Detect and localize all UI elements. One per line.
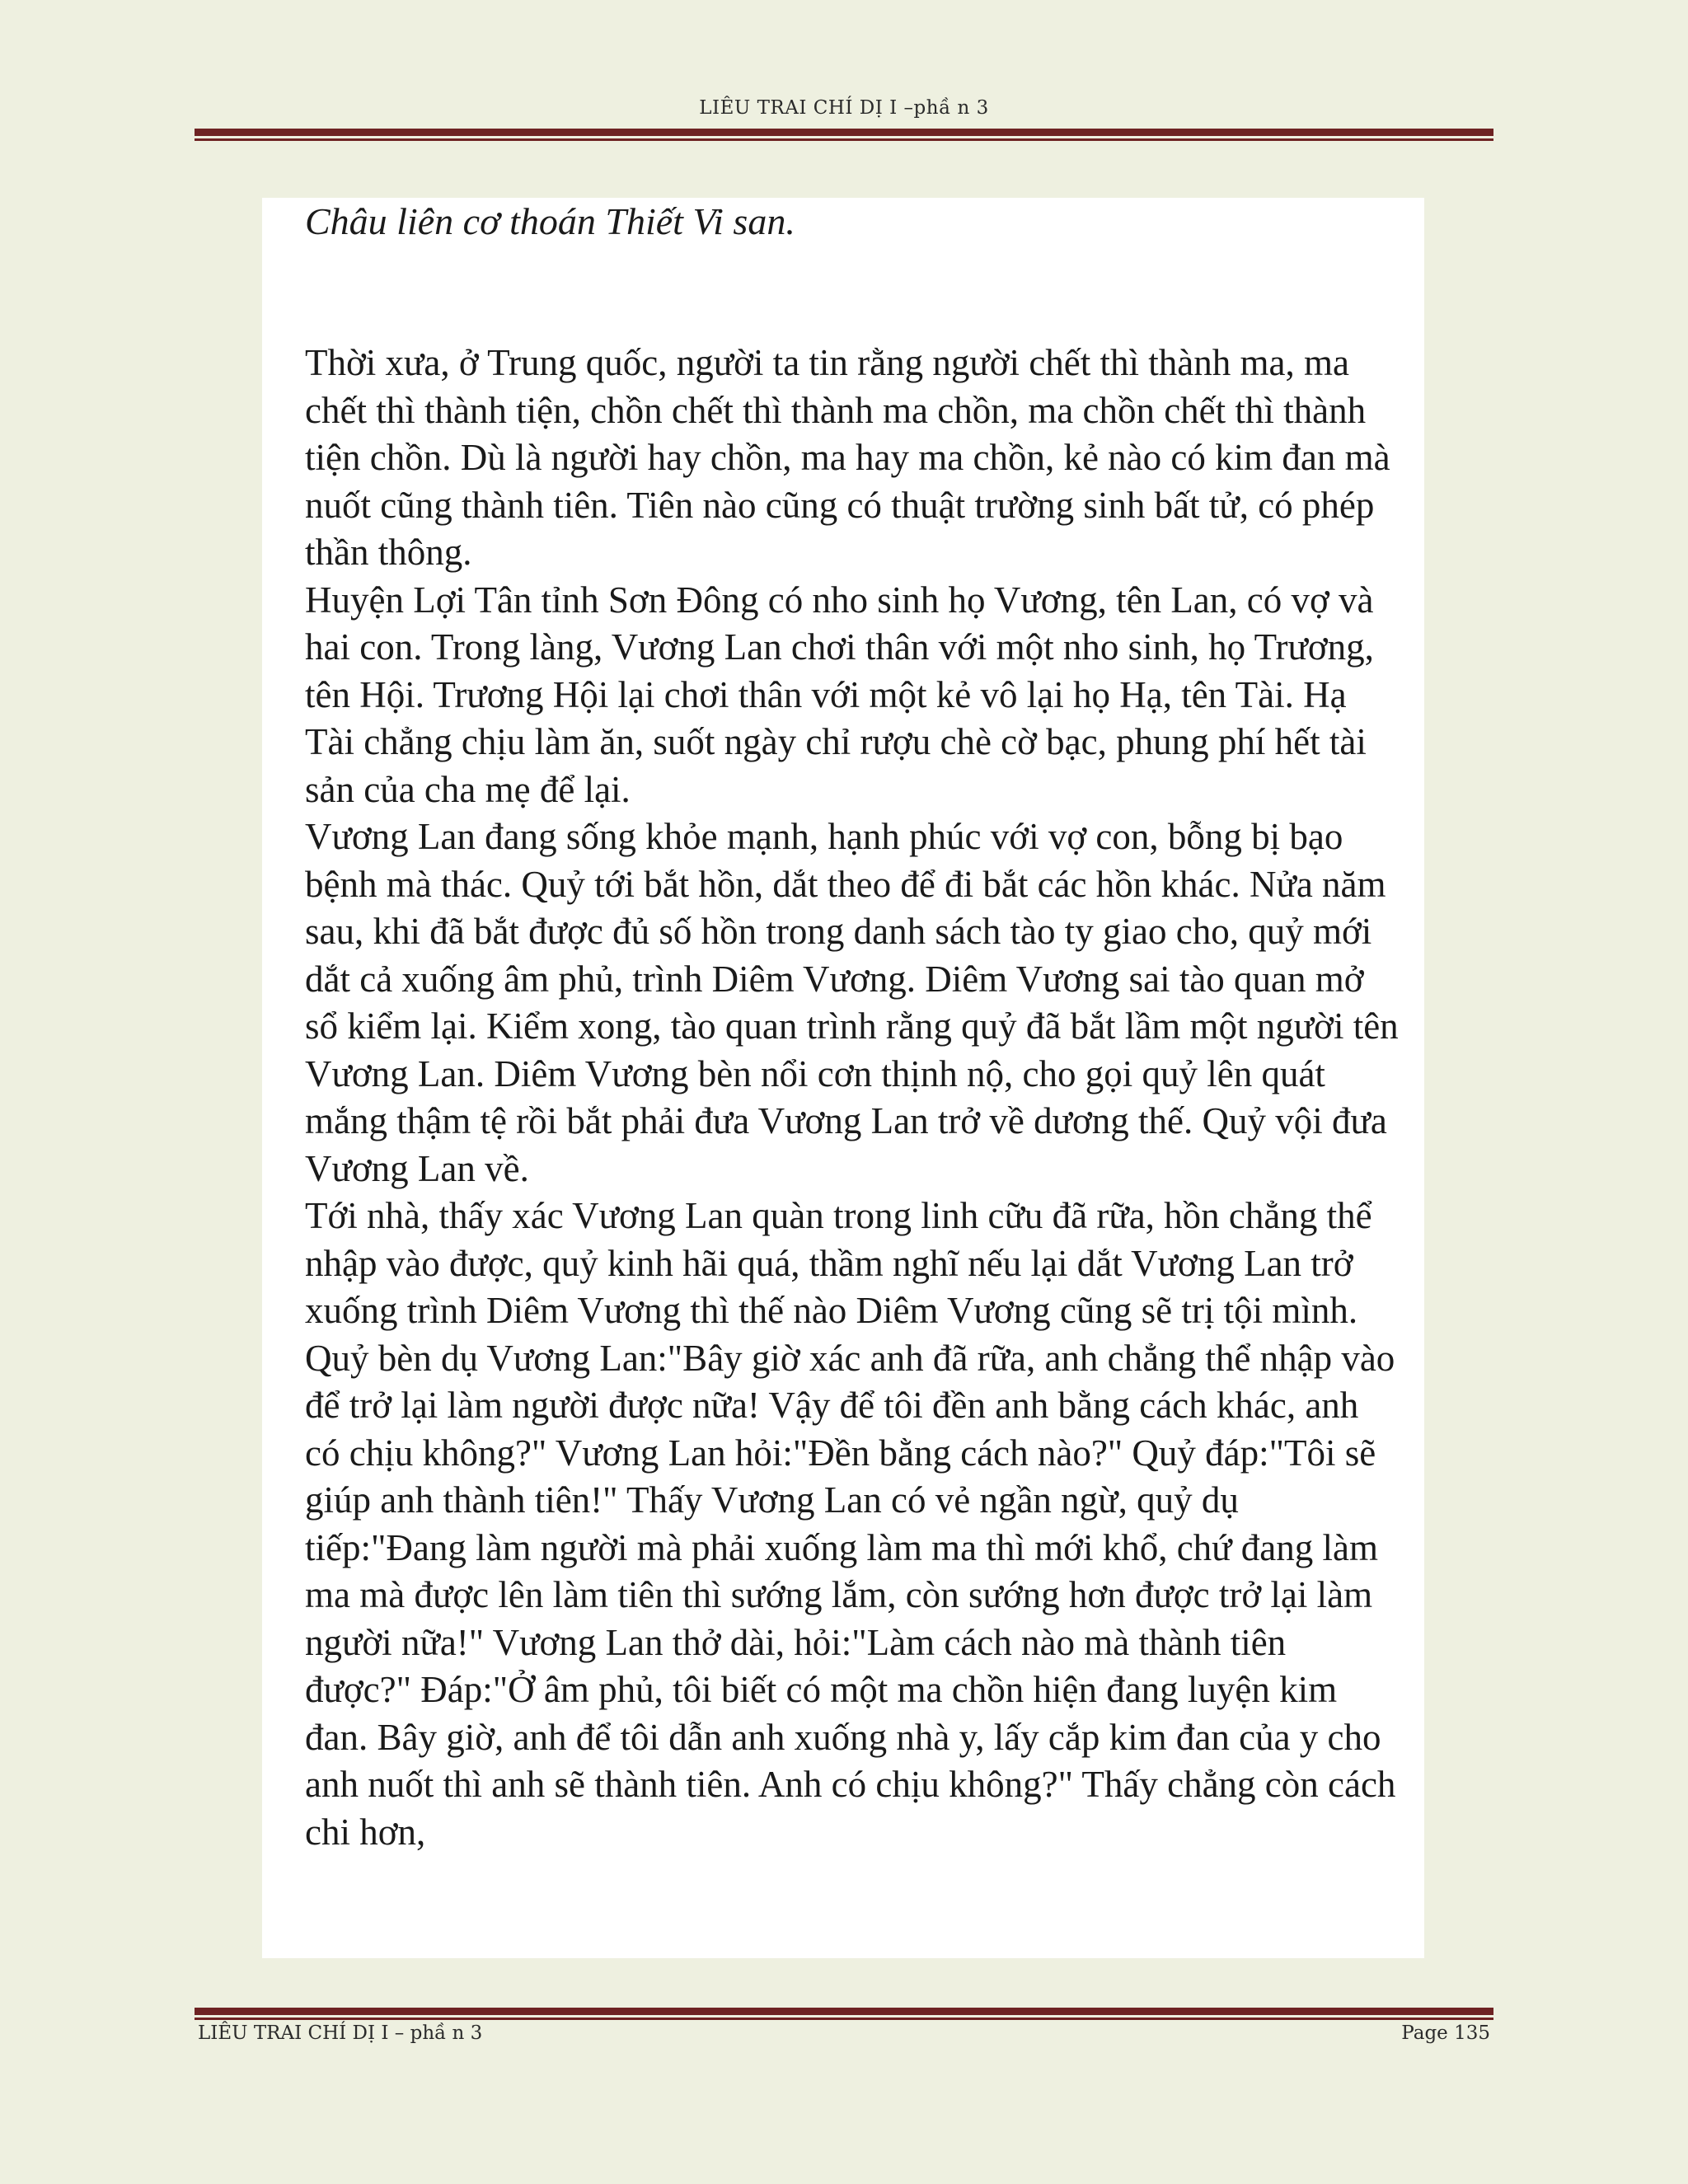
body-text	[305, 340, 1401, 1856]
page-content	[262, 198, 1424, 1958]
footer-rule	[195, 2008, 1493, 2020]
header-rule	[195, 129, 1493, 141]
running-header: LIÊU TRAI CHÍ DỊ I –phầ n 3	[699, 97, 989, 119]
paragraph: Tới nhà, thấy xác Vương Lan quàn trong linh cữu đã rữa, hồn chẳng thể nhập vào được, quỷ kinh hãi quá, thầm nghĩ nếu lại dắt Vương Lan trở xuống trình Diêm Vương thì thế nào Diêm Vương cũng sẽ trị tội mình. Quỷ bèn dụ Vương Lan:"Bây giờ xác anh đã rữa, anh chẳng thể nhập vào để trở lại làm người được nữa! Vậy để tôi đền anh bằng cách khác, anh có chịu không?" Vương Lan hỏi:"Đền bằng cách nào?" Quỷ đáp:"Tôi sẽ giúp anh thành tiên!" Thấy Vương Lan có vẻ ngần ngừ, quỷ dụ tiếp:"Đang làm người mà phải xuống làm ma thì mới khổ, chứ đang làm ma mà được lên làm tiên thì sướng lắm, còn sướng hơn được trở lại làm người nữa!" Vương Lan thở dài, hỏi:"Làm cách nào mà thành tiên được?" Đáp:"Ở âm phủ, tôi biết có một ma chồn hiện đang luyện kim đan. Bây giờ, anh để tôi dẫn anh xuống nhà y, lấy cắp kim đan của y cho anh nuốt thì anh sẽ thành tiên. Anh có chịu không?" Thấy chẳng còn cách chi hơn,	[305, 1195, 1396, 1853]
paragraph: Huyện Lợi Tân tỉnh Sơn Đông có nho sinh họ Vương, tên Lan, có vợ và hai con. Trong làng, Vương Lan chơi thân với một nho sinh, họ Trương, tên Hội. Trương Hội lại chơi thân với một kẻ vô lại họ Hạ, tên Tài. Hạ Tài chẳng chịu làm ăn, suốt ngày chỉ rượu chè cờ bạc, phung phí hết tài sản của cha mẹ để lại.	[305, 579, 1374, 810]
paragraph: Vương Lan đang sống khỏe mạnh, hạnh phúc với vợ con, bỗng bị bạo bệnh mà thác. Quỷ tới bắt hồn, dắt theo để đi bắt các hồn khác. Nửa năm sau, khi đã bắt được đủ số hồn trong danh sách tào ty giao cho, quỷ mới dắt cả xuống âm phủ, trình Diêm Vương. Diêm Vương sai tào quan mở sổ kiểm lại. Kiểm xong, tào quan trình rằng quỷ đã bắt lầm một người tên Vương Lan. Diêm Vương bèn nổi cơn thịnh nộ, cho gọi quỷ lên quát mắng thậm tệ rồi bắt phải đưa Vương Lan trở về dương thế. Quỷ vội đưa Vương Lan về.	[305, 816, 1399, 1189]
running-footer: LIÊU TRAI CHÍ DỊ I – phầ n 3	[198, 2022, 483, 2044]
paragraph: Thời xưa, ở Trung quốc, người ta tin rằng người chết thì thành ma, ma chết thì thành tiện, chồn chết thì thành ma chồn, ma chồn chết thì thành tiện chồn. Dù là người hay chồn, ma hay ma chồn, kẻ nào có kim đan mà nuốt cũng thành tiên. Tiên nào cũng có thuật trường sinh bất tử, có phép thần thông.	[305, 342, 1390, 573]
page-number: Page 135	[1401, 2022, 1490, 2044]
verse-line: Châu liên cơ thoán Thiết Vi san.	[305, 200, 795, 242]
